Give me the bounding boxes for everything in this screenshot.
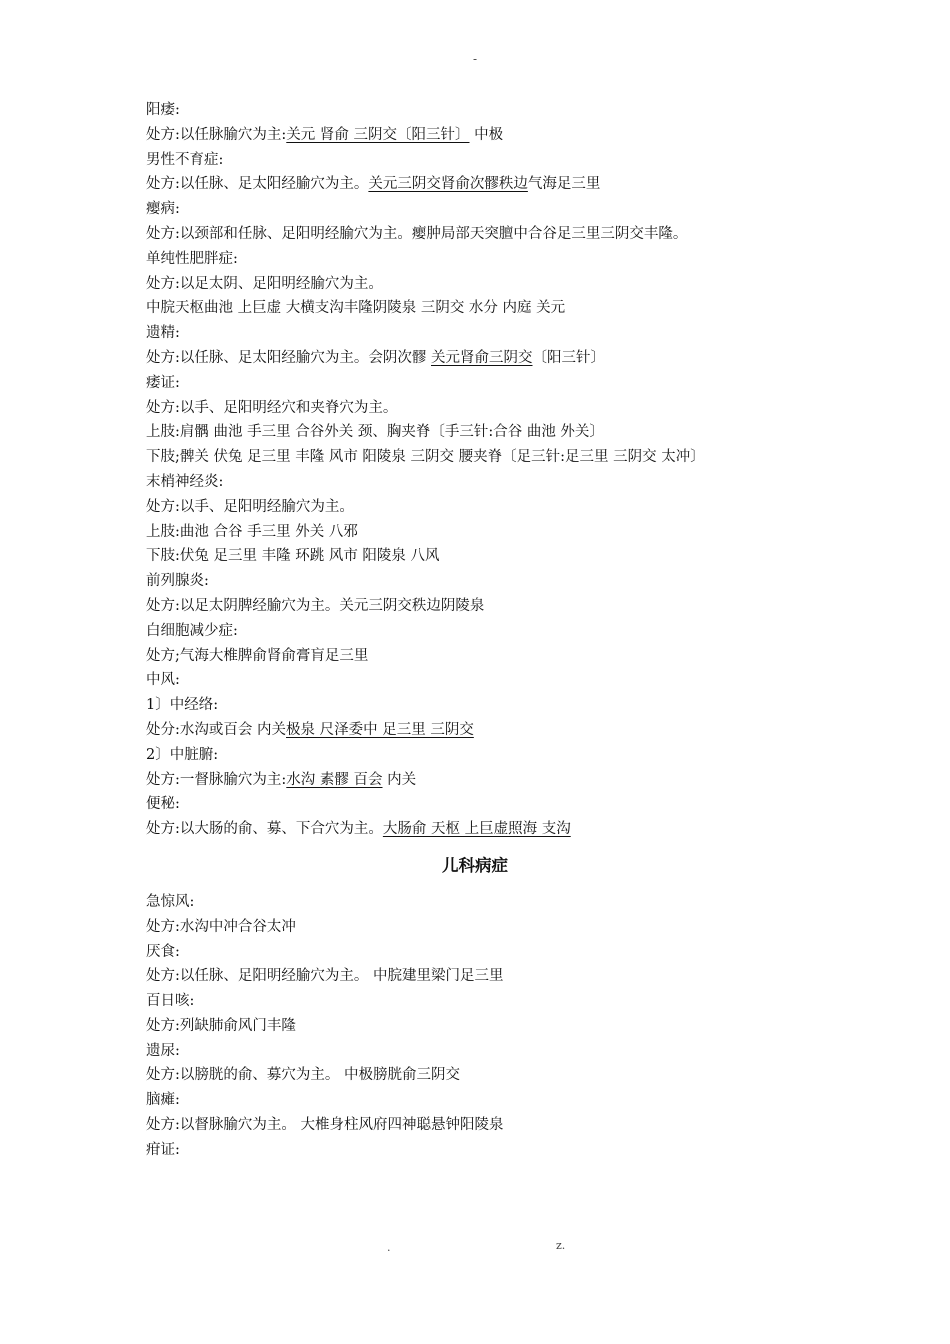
text-span: 处方:水沟中冲合谷太冲 — [146, 918, 296, 935]
text-line — [146, 371, 826, 396]
text-span: 处方:以任脉、足太阳经腧穴为主。 — [146, 176, 369, 193]
text-span: 处分:水沟或百会 内关 — [146, 721, 286, 738]
text-line — [146, 197, 826, 222]
text-span: 厌食: — [146, 943, 180, 960]
underlined-text: 关元肾俞三阴交 — [431, 349, 533, 366]
text-span: 末梢神经炎: — [146, 473, 224, 490]
text-span: 处方:以颈部和任脉、足阳明经腧穴为主。瘿肿局部天突膻中合谷足三里三阴交丰隆。 — [146, 225, 688, 242]
text-span: 遗尿: — [146, 1042, 180, 1059]
underlined-text: 关元三阴交肾俞次髎秩边 — [368, 176, 528, 193]
text-span: 处方:一督脉腧穴为主: — [146, 771, 287, 788]
text-span: 单纯性肥胖症: — [146, 250, 238, 267]
text-span: 处方:以足太阴脾经腧穴为主。关元三阴交秩边阴陵泉 — [146, 597, 485, 614]
text-span: 百日咳: — [146, 993, 195, 1010]
text-line — [146, 470, 826, 495]
text-line — [146, 321, 826, 346]
text-span: 阳痿: — [146, 102, 180, 118]
text-line — [146, 989, 826, 1014]
text-line — [146, 668, 826, 693]
text-line — [146, 1039, 826, 1064]
text-span: 处方:以任脉、足太阳经腧穴为主。会阴次髎 — [146, 349, 431, 366]
text-span: 处方:以足太阴、足阳明经腧穴为主。 — [146, 275, 383, 292]
text-line — [146, 940, 826, 965]
text-line — [146, 247, 826, 272]
text-line — [146, 718, 826, 743]
text-span: 处方:列缺肺俞风门丰隆 — [146, 1017, 296, 1034]
text-line — [146, 420, 826, 445]
text-span: 处方:以任脉、足阳明经腧穴为主。 中脘建里梁门足三里 — [146, 968, 504, 985]
text-line — [146, 1063, 826, 1088]
footer-left-mark: . — [387, 1241, 391, 1254]
text-line — [146, 123, 826, 148]
text-span: 处方:以督脉腧穴为主。 大椎身柱风府四神聪悬钟阳陵泉 — [146, 1117, 504, 1134]
text-span: 处方:以任脉腧穴为主: — [146, 126, 287, 143]
header-mark: - — [472, 52, 478, 66]
section-title — [0, 842, 950, 890]
text-span: 中风: — [146, 672, 180, 689]
text-line — [146, 619, 826, 644]
text-span: 处方:以手、足阳明经穴和夹脊穴为主。 — [146, 399, 398, 416]
text-span: 脑瘫: — [146, 1092, 180, 1109]
text-line — [146, 222, 826, 247]
text-line — [146, 1138, 826, 1163]
text-line — [146, 98, 826, 123]
text-line — [146, 768, 826, 793]
text-line — [146, 272, 826, 297]
text-span: 中极 — [469, 126, 504, 143]
text-span: 上肢:曲池 合谷 手三里 外关 八邪 — [146, 523, 358, 540]
text-span: 疳证: — [146, 1141, 180, 1158]
text-span: 处方:以大肠的俞、募、下合穴为主。 — [146, 821, 383, 838]
text-line — [146, 964, 826, 989]
text-span: 处方:以膀胱的俞、募穴为主。 中极膀胱俞三阴交 — [146, 1067, 460, 1084]
footer-right-mark: z. — [556, 1239, 566, 1252]
text-span: 内关 — [382, 771, 417, 788]
text-line — [146, 148, 826, 173]
text-span: 2〕中脏腑: — [146, 746, 219, 763]
text-span: 白细胞减少症: — [146, 622, 238, 639]
text-span: 〔阳三针〕 — [532, 349, 605, 366]
text-span: 男性不育症: — [146, 151, 224, 168]
text-line — [146, 296, 826, 321]
text-span: 中脘天枢曲池 上巨虚 大横支沟丰隆阴陵泉 三阴交 水分 内庭 关元 — [146, 300, 566, 317]
text-span: 遗精: — [146, 325, 180, 342]
text-line — [146, 1113, 826, 1138]
text-line — [146, 644, 826, 669]
text-line — [146, 817, 826, 842]
text-line — [146, 792, 826, 817]
text-line — [146, 396, 826, 421]
text-span: 急惊风: — [146, 893, 195, 910]
text-span: 上肢:肩髃 曲池 手三里 合谷外关 颈、胸夹脊〔手三针:合谷 曲池 外关〕 — [146, 424, 604, 441]
text-line — [146, 520, 826, 545]
text-line — [146, 569, 826, 594]
text-span: 气海足三里 — [527, 176, 601, 193]
text-span: 儿科病症 — [442, 855, 508, 875]
underlined-text: 关元 肾俞 三阴交〔阳三针〕 — [286, 126, 470, 143]
text-span: 前列腺炎: — [146, 573, 209, 590]
text-span: 下肢:伏兔 足三里 丰隆 环跳 风市 阳陵泉 八风 — [146, 548, 440, 565]
text-span: 处方:以手、足阳明经腧穴为主。 — [146, 498, 354, 515]
text-span: 处方;气海大椎脾俞肾俞膏肓足三里 — [146, 647, 369, 664]
underlined-text: 极泉 尺泽委中 足三里 三阴交 — [286, 721, 474, 738]
document-body — [146, 98, 826, 1163]
text-line — [146, 1014, 826, 1039]
text-span: 瘿病: — [146, 201, 180, 218]
text-span: 便秘: — [146, 796, 180, 813]
text-line — [146, 594, 826, 619]
text-line — [146, 346, 826, 371]
text-line — [146, 445, 826, 470]
text-span: 下肢;髀关 伏兔 足三里 丰隆 风市 阳陵泉 三阴交 腰夹脊〔足三针:足三里 三阴交 太冲〕 — [146, 449, 705, 466]
text-line — [146, 495, 826, 520]
text-span: 1〕中经络: — [146, 697, 219, 714]
text-line — [146, 743, 826, 768]
text-span: 痿证: — [146, 374, 180, 391]
underlined-text: 大肠俞 天枢 上巨虚照海 支沟 — [382, 821, 571, 838]
text-line — [146, 693, 826, 718]
underlined-text: 水沟 素髎 百会 — [286, 771, 383, 788]
text-line — [146, 1088, 826, 1113]
text-line — [146, 890, 826, 915]
text-line — [146, 172, 826, 197]
text-line — [146, 915, 826, 940]
text-line — [146, 544, 826, 569]
